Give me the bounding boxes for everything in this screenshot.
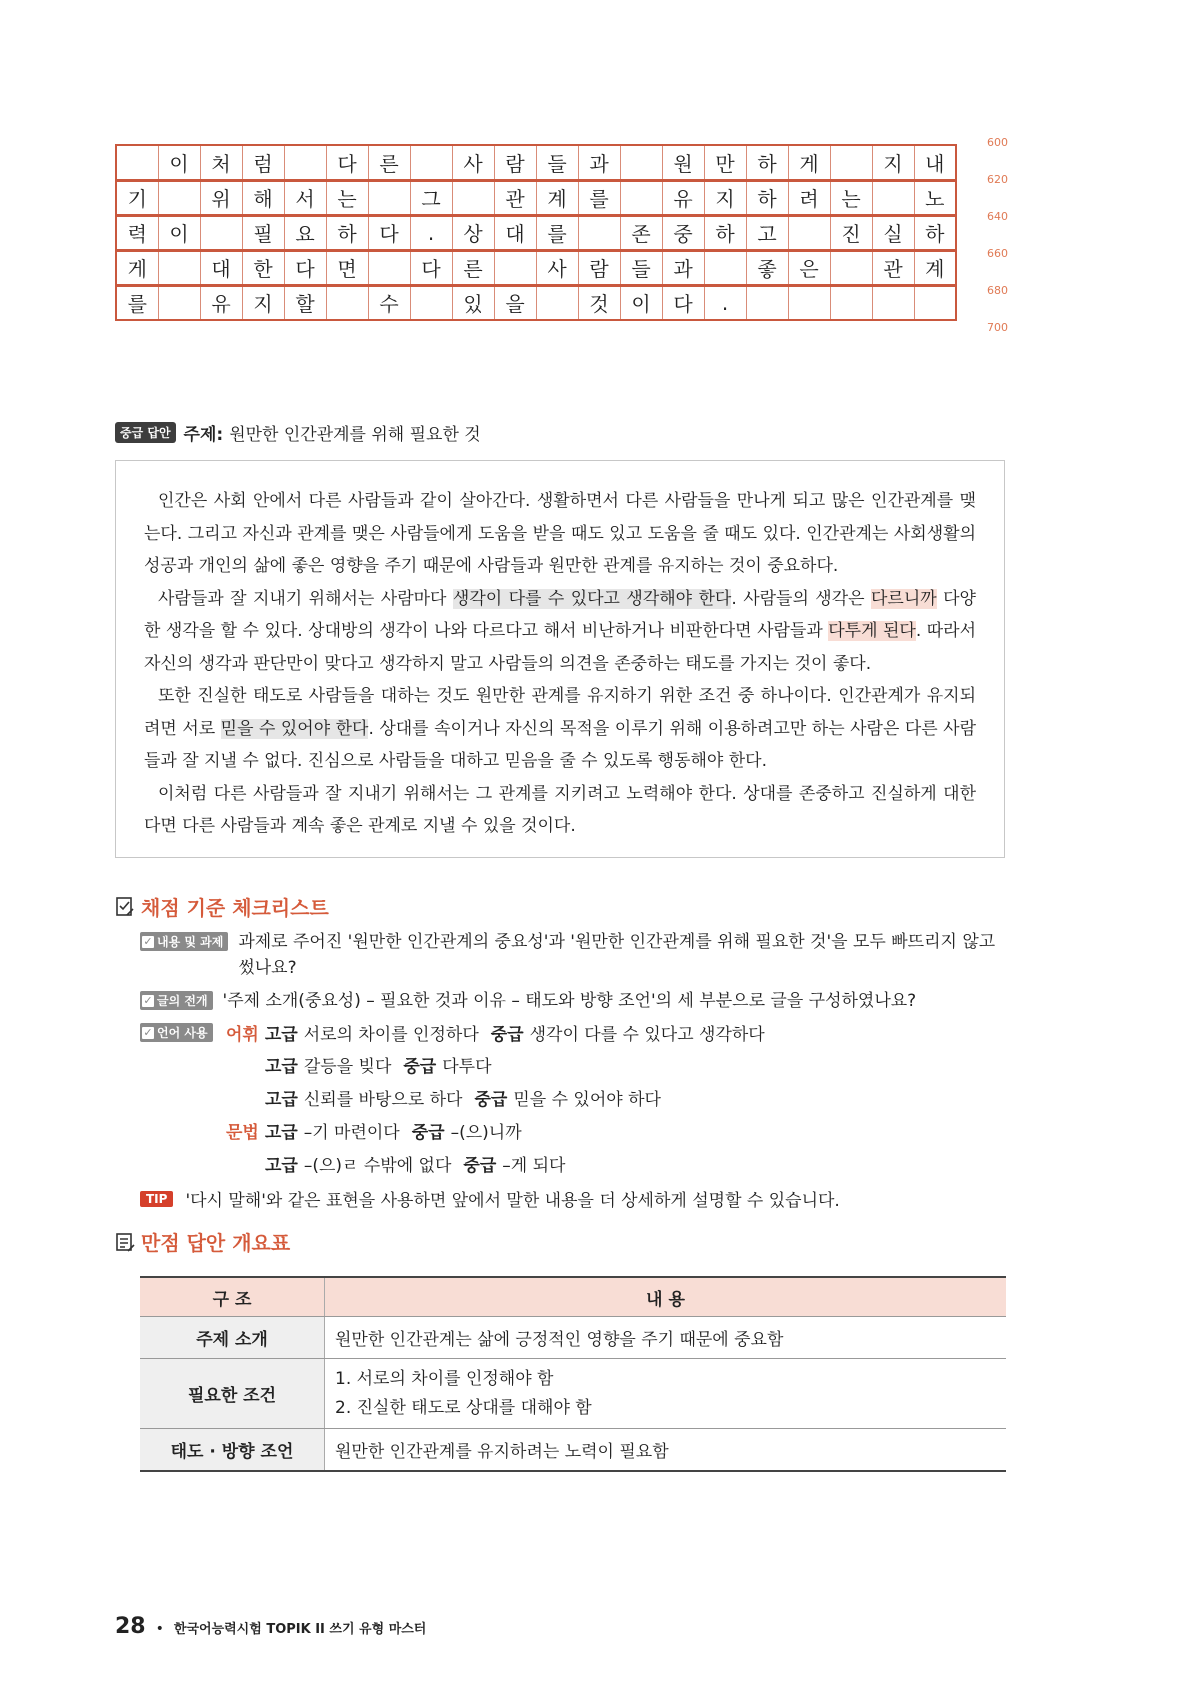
highlight-phrase: 믿을 수 있어야 한다 (220, 718, 369, 739)
grid-cell (578, 215, 620, 250)
grid-cell: 게 (116, 250, 158, 285)
grid-cell: 사 (452, 145, 494, 180)
grid-cell: 는 (830, 180, 872, 215)
grammar-advanced: –기 마련이다 (303, 1123, 400, 1143)
grid-cell: 원 (662, 145, 704, 180)
grammar-intermediate: –게 되다 (502, 1156, 566, 1176)
grid-cell: 이 (158, 145, 200, 180)
grid-cell: 그 (410, 180, 452, 215)
essay-text: 사람들과 잘 지내기 위해서는 사람마다 (158, 588, 453, 609)
vocab-advanced: 신뢰를 바탕으로 하다 (303, 1090, 463, 1110)
grid-cell (872, 180, 914, 215)
grid-cell: 해 (242, 180, 284, 215)
topic-text: 원만한 인간관계를 위해 필요한 것 (229, 425, 481, 445)
grammar-line-1 (226, 1118, 522, 1143)
grid-cell: 처 (200, 145, 242, 180)
row-content (325, 1359, 1007, 1429)
check-badge-content (140, 932, 228, 951)
grid-cell: 필 (242, 215, 284, 250)
grid-row (116, 285, 956, 320)
grammar-advanced: –(으)ㄹ 수밖에 없다 (303, 1156, 452, 1176)
grid-cell: 과 (578, 145, 620, 180)
grid-cell: 기 (116, 180, 158, 215)
grid-cell: 하 (746, 180, 788, 215)
grid-cell: 존 (620, 215, 662, 250)
grid-cell: 만 (704, 145, 746, 180)
grid-count-660: 660 (987, 247, 1008, 260)
grid-cell (746, 285, 788, 320)
vocab-intermediate: 믿을 수 있어야 하다 (513, 1090, 661, 1110)
grid-cell: 들 (620, 250, 662, 285)
highlight-phrase: 다르니까 (871, 588, 937, 609)
highlight-phrase: 다투게 된다 (828, 621, 916, 641)
grid-cell (368, 180, 410, 215)
grid-cell (830, 250, 872, 285)
essay-paragraph-2 (144, 583, 976, 681)
grid-cell: 상 (452, 215, 494, 250)
footer-separator: • (155, 1621, 164, 1637)
grid-cell: 하 (326, 215, 368, 250)
grid-count-620: 620 (987, 173, 1008, 186)
outline-title (115, 1227, 290, 1256)
grid-cell: 다 (326, 145, 368, 180)
essay-text: 다양한 생각을 할 수 있다. 상대방의 생각이 나와 다르다고 해서 비난하거나 비판한다면 사람들과 (144, 588, 976, 641)
level-intermediate: 중급 (403, 1057, 437, 1077)
grid-count-700: 700 (987, 321, 1008, 334)
outline-icon (115, 1231, 135, 1253)
highlight-phrase: 생각이 다를 수 있다고 생각해야 한다 (452, 588, 732, 609)
essay-text: 또한 진실한 태도로 사람들을 대하는 것도 원만한 관계를 유지하기 위한 조건 중 하나이다. 인간관계가 유지되려면 서로 (144, 686, 976, 739)
tip-text: '다시 말해'와 같은 표현을 사용하면 앞에서 말한 내용을 더 상세하게 설명할 수 있습니다. (185, 1191, 840, 1211)
vocab-intermediate: 다투다 (442, 1057, 492, 1077)
grid-cell: 할 (284, 285, 326, 320)
check-badge-label: 언어 사용 (157, 1026, 208, 1040)
grid-cell: . (410, 215, 452, 250)
grid-cell: 진 (830, 215, 872, 250)
grid-cell: 대 (200, 250, 242, 285)
vocab-intermediate: 생각이 다를 수 있다고 생각하다 (529, 1025, 765, 1045)
grid-cell: 다 (368, 215, 410, 250)
essay-text: . 따라서 자신의 생각과 판단만이 맞다고 생각하지 말고 사람들의 의견을 존중하는 태도를 가지는 것이 좋다. (144, 621, 976, 674)
grid-cell (326, 285, 368, 320)
grid-cell: 고 (746, 215, 788, 250)
check-icon: ✓ (143, 934, 153, 948)
grid-cell: 은 (788, 250, 830, 285)
grid-cell (620, 180, 662, 215)
essay-paragraph-3 (144, 680, 976, 778)
grid-cell (116, 145, 158, 180)
table-row (140, 1429, 1006, 1471)
grid-cell (284, 145, 326, 180)
grid-cell: 내 (914, 145, 956, 180)
grid-cell (536, 285, 578, 320)
grid-cell: 수 (368, 285, 410, 320)
grammar-intermediate: –(으)니까 (450, 1123, 522, 1143)
level-intermediate: 중급 (411, 1123, 445, 1143)
grid-cell: 이 (158, 215, 200, 250)
grid-cell: 럼 (242, 145, 284, 180)
checklist-item-structure (140, 988, 916, 1014)
grid-row (116, 250, 956, 285)
vocab-line-2 (265, 1052, 492, 1077)
grid-cell: 노 (914, 180, 956, 215)
grid-count-640: 640 (987, 210, 1008, 223)
grid-cell (830, 285, 872, 320)
grid-cell: 다 (284, 250, 326, 285)
grid-cell: 위 (200, 180, 242, 215)
vocab-advanced: 서로의 차이를 인정하다 (303, 1025, 479, 1045)
grid-cell: 계 (914, 250, 956, 285)
grammar-label: 문법 (226, 1123, 259, 1143)
book-title: 한국어능력시험 TOPIK II 쓰기 유형 마스터 (173, 1622, 427, 1637)
grammar-line-2 (265, 1151, 565, 1176)
grid-cell: 람 (494, 145, 536, 180)
grid-cell: 한 (242, 250, 284, 285)
row-content: 원만한 인간관계를 유지하려는 노력이 필요함 (325, 1429, 1007, 1471)
table-row (140, 1359, 1006, 1429)
grid-cell: 이 (620, 285, 662, 320)
grid-cell: 다 (662, 285, 704, 320)
grid-cell: 하 (914, 215, 956, 250)
grid-cell: 관 (494, 180, 536, 215)
grid-cell (158, 285, 200, 320)
header-structure: 구 조 (140, 1277, 325, 1317)
grid-cell: 유 (200, 285, 242, 320)
row-structure: 주제 소개 (140, 1317, 325, 1359)
answer-level-badge: 중급 답안 (115, 422, 176, 443)
grid-cell: 를 (116, 285, 158, 320)
grid-cell (368, 250, 410, 285)
answer-heading (115, 420, 481, 445)
check-icon: ✓ (143, 993, 153, 1007)
grid-cell: 려 (788, 180, 830, 215)
page-footer (115, 1614, 426, 1639)
grid-cell: 들 (536, 145, 578, 180)
row-structure: 태도 · 방향 조언 (140, 1429, 325, 1471)
list-item: 1. 서로의 차이를 인정해야 함 (335, 1368, 554, 1389)
vocab-line-3 (265, 1085, 661, 1110)
grid-cell: . (704, 285, 746, 320)
grid-cell (788, 215, 830, 250)
grid-count-680: 680 (987, 284, 1008, 297)
table-row (140, 1317, 1006, 1359)
grid-cell: 는 (326, 180, 368, 215)
grid-row (116, 215, 956, 250)
grid-cell: 력 (116, 215, 158, 250)
checklist-item-language (140, 1020, 223, 1042)
check-badge-label: 내용 및 과제 (157, 935, 224, 949)
grid-cell: 것 (578, 285, 620, 320)
row-structure: 필요한 조건 (140, 1359, 325, 1429)
grid-cell: 과 (662, 250, 704, 285)
grid-cell: 다 (410, 250, 452, 285)
check-icon: ✓ (143, 1025, 153, 1039)
check-text: 과제로 주어진 '원만한 인간관계의 중요성'과 '원만한 인간관계를 위해 필요한 것'을 모두 빠뜨리지 않고 썼나요? (238, 932, 996, 978)
grid-cell: 른 (368, 145, 410, 180)
check-badge-structure (140, 991, 213, 1010)
grid-cell: 서 (284, 180, 326, 215)
grid-cell: 관 (872, 250, 914, 285)
checklist-title (115, 892, 329, 921)
checklist-item-content (140, 929, 1000, 981)
grid-cell (788, 285, 830, 320)
grid-cell (830, 145, 872, 180)
grid-cell (914, 285, 956, 320)
check-text: '주제 소개(중요성) – 필요한 것과 이유 – 태도와 방향 조언'의 세 부분으로 글을 구성하였나요? (222, 991, 917, 1011)
header-content: 내 용 (325, 1277, 1007, 1317)
grid-cell (410, 145, 452, 180)
essay-text: . 상대를 속이거나 자신의 목적을 이루기 위해 이용하려고만 하는 사람은 다른 사람들과 잘 지낼 수 없다. 진심으로 사람들을 대하고 믿음을 줄 수 있도록 행동해야 한다. (144, 718, 976, 771)
manuscript-grid-table (115, 144, 957, 321)
list-item: 2. 진실한 태도로 상대를 대해야 함 (335, 1397, 592, 1418)
topic-label: 주제: (183, 425, 224, 445)
grid-cell: 중 (662, 215, 704, 250)
checklist-title-text: 채점 기준 체크리스트 (141, 896, 329, 920)
tip-row (140, 1186, 840, 1211)
grid-cell: 을 (494, 285, 536, 320)
grid-cell (158, 250, 200, 285)
essay-box (115, 460, 1005, 858)
grid-cell: 하 (746, 145, 788, 180)
manuscript-grid (115, 144, 957, 321)
outline-header-row (140, 1277, 1006, 1317)
outline-title-text: 만점 답안 개요표 (141, 1231, 291, 1255)
grid-cell: 지 (242, 285, 284, 320)
grid-cell (410, 285, 452, 320)
vocab-advanced: 갈등을 빚다 (303, 1057, 392, 1077)
essay-paragraph-1: 인간은 사회 안에서 다른 사람들과 같이 살아간다. 생활하면서 다른 사람들을 만나게 되고 많은 인간관계를 맺는다. 그리고 자신과 관계를 맺은 사람들에게 도움을 받을 때도 있고 도움을 줄 때도 있다. 인간관계는 사회생활의 성공과 개인의 삶에 좋은 영향을 주기 때문에 사람들과 원만한 관계를 유지하는 것이 중요하다. (144, 491, 976, 576)
grid-cell (494, 250, 536, 285)
grid-cell: 지 (872, 145, 914, 180)
grid-cell: 람 (578, 250, 620, 285)
level-intermediate: 중급 (474, 1090, 508, 1110)
grid-cell (158, 180, 200, 215)
essay-text: . 사람들의 생각은 (731, 588, 871, 609)
grid-cell (620, 145, 662, 180)
level-advanced: 고급 (265, 1156, 298, 1176)
grid-cell: 사 (536, 250, 578, 285)
grid-cell (704, 250, 746, 285)
grid-cell: 유 (662, 180, 704, 215)
grid-cell (200, 215, 242, 250)
grid-cell: 좋 (746, 250, 788, 285)
level-intermediate: 중급 (490, 1025, 524, 1045)
essay-paragraph-4: 이처럼 다른 사람들과 잘 지내기 위해서는 그 관계를 지키려고 노력해야 한다. 상대를 존중하고 진실하게 대한다면 다른 사람들과 계속 좋은 관계로 지낼 수 있을 것이다. (144, 783, 976, 836)
level-intermediate: 중급 (463, 1156, 497, 1176)
grid-count-600: 600 (987, 136, 1008, 149)
page-number: 28 (115, 1614, 146, 1639)
grid-cell: 대 (494, 215, 536, 250)
grid-cell: 른 (452, 250, 494, 285)
level-advanced: 고급 (265, 1057, 298, 1077)
grid-cell: 계 (536, 180, 578, 215)
grid-cell: 요 (284, 215, 326, 250)
grid-cell (872, 285, 914, 320)
tip-badge: TIP (140, 1191, 173, 1207)
grid-row (116, 180, 956, 215)
row-content: 원만한 인간관계는 삶에 긍정적인 영향을 주기 때문에 중요함 (325, 1317, 1007, 1359)
grid-cell: 게 (788, 145, 830, 180)
level-advanced: 고급 (264, 1123, 298, 1143)
vocab-line-1 (226, 1020, 765, 1045)
grid-cell: 지 (704, 180, 746, 215)
vocab-label: 어휘 (226, 1025, 259, 1045)
grid-cell: 하 (704, 215, 746, 250)
grid-cell (452, 180, 494, 215)
grid-cell: 실 (872, 215, 914, 250)
checklist-icon (115, 896, 135, 918)
level-advanced: 고급 (265, 1090, 298, 1110)
check-badge-language (140, 1023, 213, 1042)
grid-cell: 면 (326, 250, 368, 285)
grid-row (116, 145, 956, 180)
grid-cell: 있 (452, 285, 494, 320)
check-badge-label: 글의 전개 (157, 994, 208, 1008)
outline-table (140, 1276, 1006, 1472)
level-advanced: 고급 (264, 1025, 298, 1045)
grid-cell: 를 (578, 180, 620, 215)
grid-cell: 를 (536, 215, 578, 250)
